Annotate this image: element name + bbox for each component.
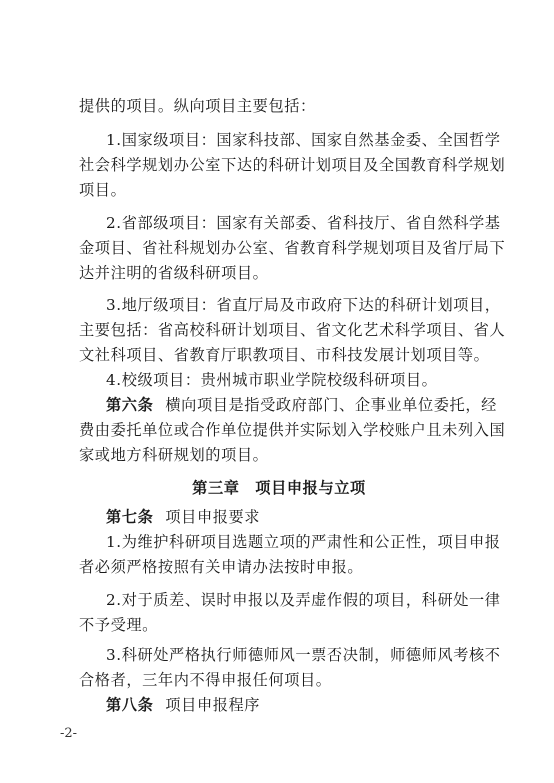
article6-label: 第六条 [106, 396, 154, 414]
item2-line3: 达并注明的省级科研项目。 [79, 264, 269, 282]
article6-line1 [106, 395, 497, 415]
item1-line2: 社会科学规划办公室下达的科研计划项目及全国教育科学规划 [79, 156, 506, 174]
article7-label: 第七条 [106, 508, 154, 526]
article7-req3-line1: 3.科研处严格执行师德师风一票否决制，师德师风考核不 [106, 646, 501, 664]
page-number: -2- [60, 726, 78, 741]
item1-line1: 1.国家级项目：国家科技部、国家自然基金委、全国哲学 [106, 131, 501, 149]
article8-heading [106, 695, 479, 715]
intro-line: 提供的项目。纵向项目主要包括： [79, 97, 316, 115]
chapter-heading: 第三章 项目申报与立项 [192, 479, 366, 497]
item3-line3: 文社科项目、省教育厅职教项目、市科技发展计划项目等。 [79, 346, 490, 364]
article6-line2: 费由委托单位或合作单位提供并实际划入学校账户且未列入国 [79, 421, 506, 439]
article7-req1-line2: 者必须严格按照有关申请办法按时申报。 [79, 558, 364, 576]
article6-line3: 家或地方科研规划的项目。 [79, 446, 269, 464]
item4-line1: 4.校级项目：贵州城市职业学院校级科研项目。 [106, 371, 438, 389]
article7-req1-line1: 1.为维护科研项目选题立项的严肃性和公正性，项目申报 [106, 533, 501, 551]
item2-line1: 2.省部级项目：国家有关部委、省科技厅、省自然科学基 [106, 214, 501, 232]
item3-line2: 主要包括：省高校科研计划项目、省文化艺术科学项目、省人 [79, 321, 506, 339]
item3-line1: 3.地厅级项目：省直厅局及市政府下达的科研计划项目， [106, 296, 501, 314]
article6-text: 横向项目是指受政府部门、企事业单位委托，经 [165, 396, 497, 414]
article8-title: 项目申报程序 [165, 696, 261, 714]
article7-req2-line1: 2.对于质差、误时申报以及弄虚作假的项目，科研处一律 [106, 591, 501, 609]
article7-title: 项目申报要求 [165, 508, 261, 526]
item2-line2: 金项目、省社科规划办公室、省教育科学规划项目及省厅局下 [79, 239, 506, 257]
article7-req3-line2: 合格者，三年内不得申报任何项目。 [79, 671, 332, 689]
article8-label: 第八条 [106, 696, 154, 714]
article7-req2-line2: 不予受理。 [79, 616, 158, 634]
item1-line3: 项目。 [79, 181, 127, 199]
article7-heading [106, 507, 479, 527]
